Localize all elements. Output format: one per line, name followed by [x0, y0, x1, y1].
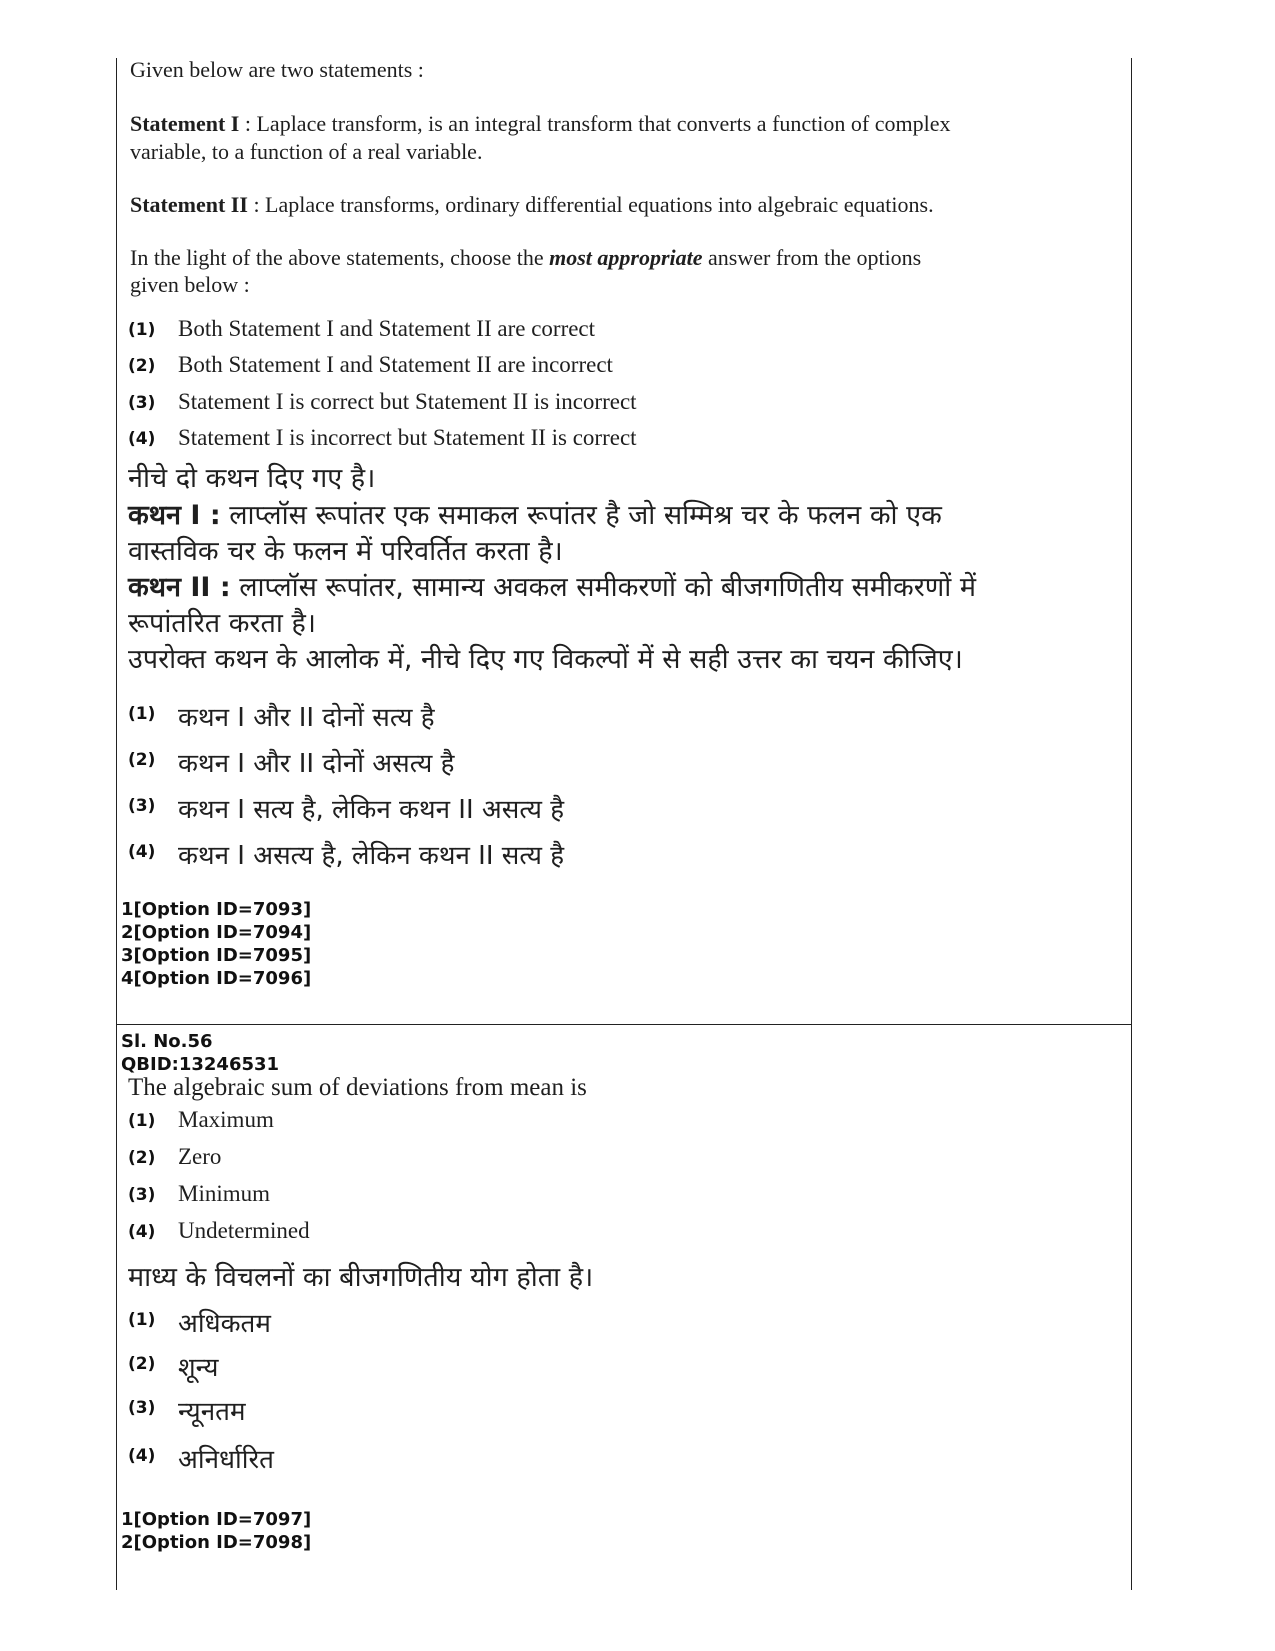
q55-prompt-cont: given below : [130, 272, 250, 297]
option-text: Minimum [178, 1181, 271, 1206]
prompt-emphasis: most appropriate [549, 245, 703, 270]
option-text: Undetermined [178, 1218, 310, 1243]
q55-statement-1-cont: variable, to a function of a real variable. [130, 139, 483, 164]
statement-2-label: Statement II [130, 192, 248, 217]
hindi-statement-1-label: कथन I : [128, 500, 221, 531]
option-number: (1) [128, 320, 156, 340]
option-id: 2[Option ID=7094] [121, 922, 312, 943]
option-text: Maximum [178, 1107, 274, 1132]
option-text: कथन I असत्य है, लेकिन कथन II सत्य है [178, 841, 565, 871]
q55-hindi-prompt: उपरोक्त कथन के आलोक में, नीचे दिए गए विकल्पों में से सही उत्तर का चयन कीजिए। [128, 644, 963, 675]
option-number: (3) [128, 393, 156, 413]
option-text: कथन I और II दोनों असत्य है [178, 749, 455, 779]
option-text: शून्य [178, 1353, 219, 1383]
option-id: 2[Option ID=7098] [121, 1532, 312, 1553]
option-number: (3) [128, 796, 156, 816]
option-number: (4) [128, 429, 156, 449]
option-id: 3[Option ID=7095] [121, 945, 312, 966]
q55-hindi-statement-2-cont: रूपांतरित करता है। [128, 608, 317, 639]
option-number: (3) [128, 1185, 156, 1205]
prompt-text: In the light of the above statements, choose the [130, 245, 550, 270]
q56-question-en: The algebraic sum of deviations from mean is [128, 1074, 587, 1101]
option-number: (2) [128, 1354, 156, 1374]
qbid: QBID:13246531 [121, 1054, 280, 1075]
option-text: अनिर्धारित [178, 1445, 274, 1475]
q55-hindi-statement-1-cont: वास्तविक चर के फलन में परिवर्तित करता है। [128, 536, 563, 567]
q55-option-ids [121, 898, 311, 990]
option-number: (2) [128, 750, 156, 770]
option-number: (2) [128, 356, 156, 376]
option-id: 4[Option ID=7096] [121, 968, 312, 989]
option-number: (4) [128, 1446, 156, 1466]
hindi-statement-2-text: लाप्लॉस रूपांतर, सामान्य अवकल समीकरणों को बीजगणितीय समीकरणों में [230, 572, 977, 603]
option-id: 1[Option ID=7093] [121, 899, 312, 920]
option-text: अधिकतम [178, 1309, 271, 1339]
option-text: कथन I सत्य है, लेकिन कथन II असत्य है [178, 795, 565, 825]
q55-hindi-intro: नीचे दो कथन दिए गए है। [128, 463, 376, 494]
q55-statement-2 [130, 191, 934, 219]
q55-intro: Given below are two statements : [130, 57, 424, 82]
option-number: (1) [128, 1111, 156, 1131]
option-number: (2) [128, 1148, 156, 1168]
option-number: (4) [128, 842, 156, 862]
option-text: Zero [178, 1144, 222, 1169]
option-text: Statement I is incorrect but Statement II is correct [178, 425, 637, 450]
q55-prompt [130, 244, 921, 272]
option-text: Both Statement I and Statement II are correct [178, 316, 596, 341]
prompt-text-end: answer from the options [702, 245, 922, 270]
serial-number: Sl. No.56 [121, 1031, 213, 1052]
q56-header [121, 1030, 279, 1076]
option-number: (1) [128, 704, 156, 724]
statement-2-text: : Laplace transforms, ordinary differential equations into algebraic equations. [247, 192, 934, 217]
option-text: Statement I is correct but Statement II is incorrect [178, 389, 637, 414]
hindi-statement-1-text: लाप्लॉस रूपांतर एक समाकल रूपांतर है जो सम्मिश्र चर के फलन को एक [220, 500, 942, 531]
option-id: 1[Option ID=7097] [121, 1509, 312, 1530]
q55-statement-1 [130, 110, 950, 138]
option-text: न्यूनतम [178, 1397, 246, 1427]
q56-question-hi: माध्य के विचलनों का बीजगणितीय योग होता है। [128, 1262, 594, 1293]
statement-1-text: : Laplace transform, is an integral transform that converts a function of complex [239, 111, 951, 136]
hindi-statement-2-label: कथन II : [128, 572, 231, 603]
question-divider [116, 1024, 1132, 1025]
q55-hindi-statement-1 [128, 497, 942, 535]
option-number: (4) [128, 1222, 156, 1242]
q55-hindi-statement-2 [128, 569, 976, 607]
option-number: (1) [128, 1310, 156, 1330]
option-number: (3) [128, 1398, 156, 1418]
statement-1-label: Statement I [130, 111, 240, 136]
option-text: Both Statement I and Statement II are incorrect [178, 352, 613, 377]
q56-option-ids [121, 1508, 311, 1554]
option-text: कथन I और II दोनों सत्य है [178, 703, 435, 733]
